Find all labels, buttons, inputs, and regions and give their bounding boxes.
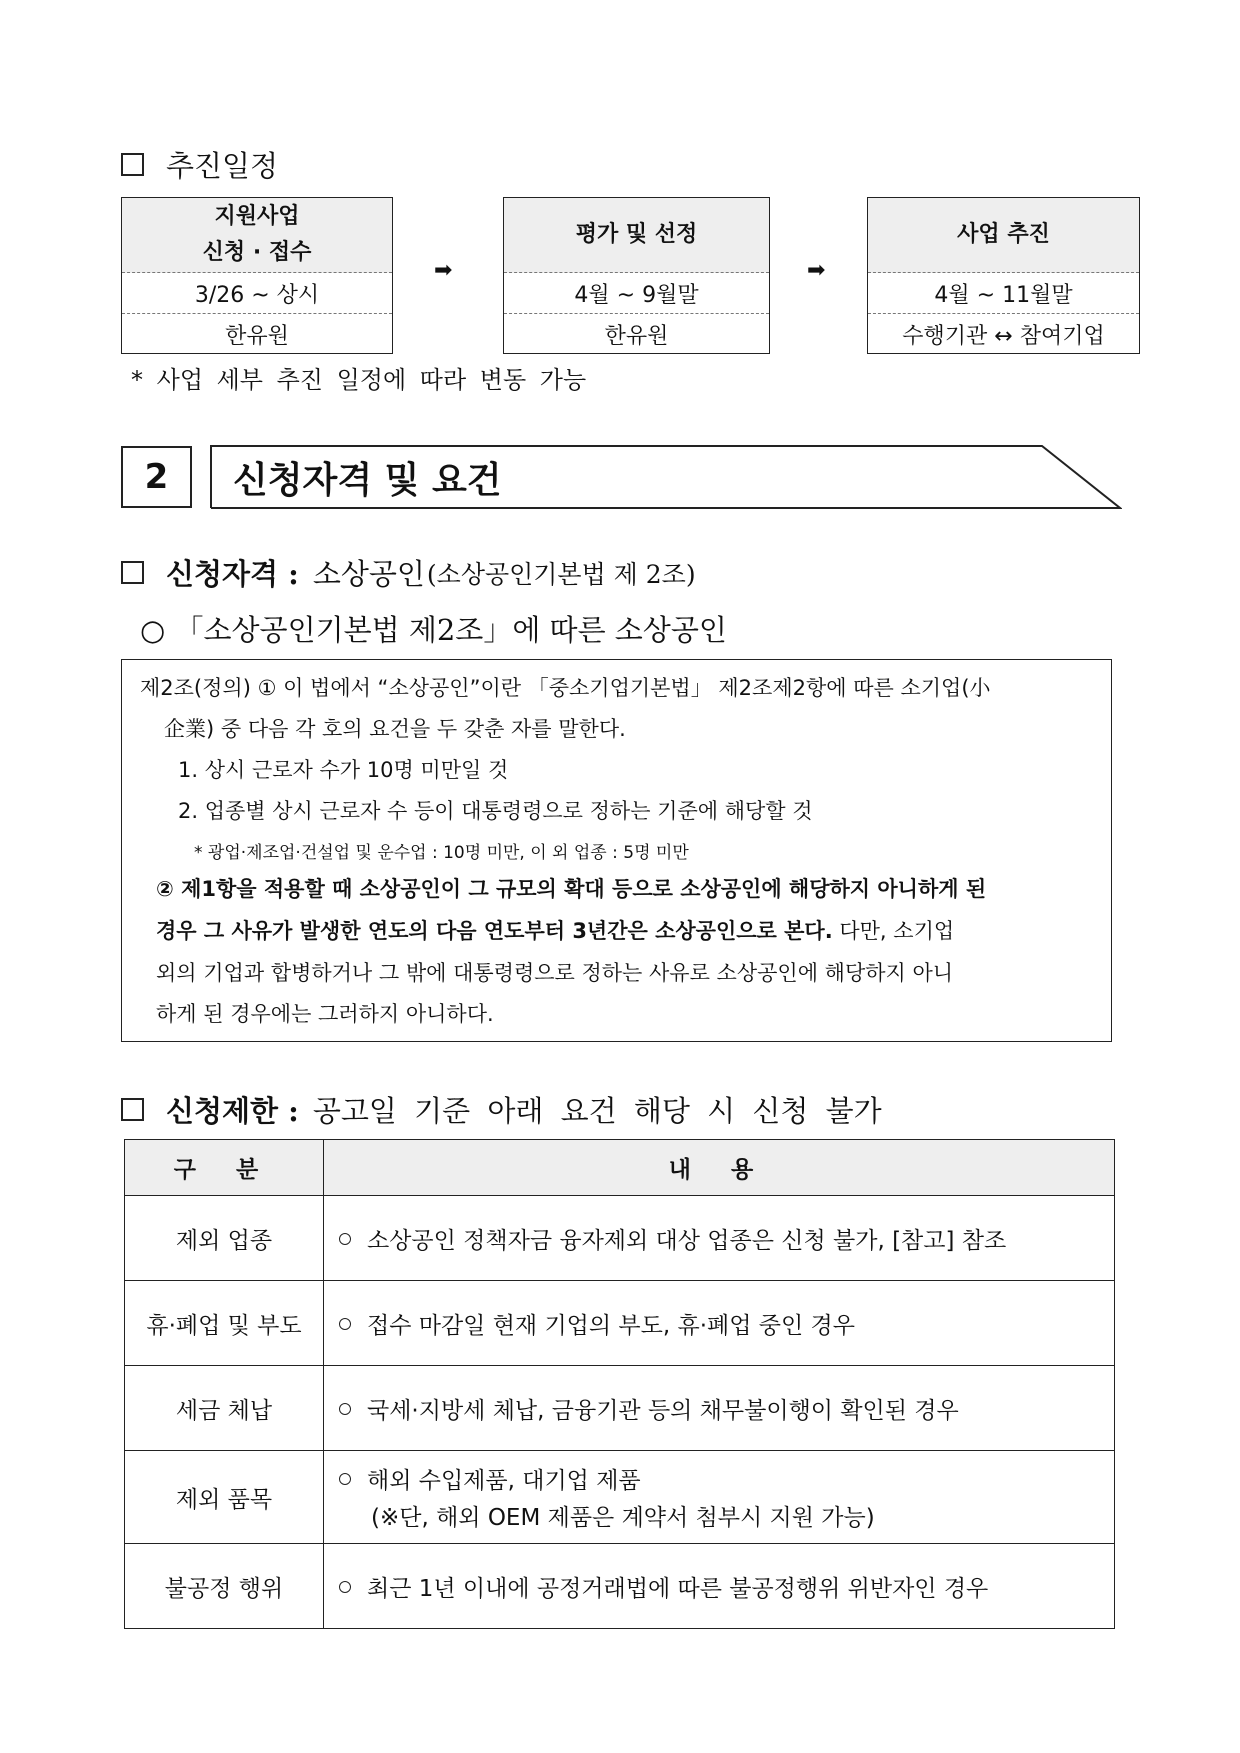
law-line: 企業) 중 다음 각 호의 요건을 두 갖춘 자를 말한다. — [164, 717, 626, 741]
law-text: 다만, 소기업 — [832, 919, 955, 943]
schedule-heading — [121, 144, 278, 185]
row-content-text: 접수 마감일 현재 기업의 부도, 휴·폐업 중인 경우 — [367, 1312, 855, 1339]
restriction-table — [124, 1139, 1115, 1629]
law-paragraph2-line: 하게 된 경우에는 그러하지 아니하다. — [156, 1002, 494, 1026]
restriction-value: 공고일 기준 아래 요건 해당 시 신청 불가 — [312, 1094, 882, 1128]
restriction-heading — [121, 1089, 882, 1130]
row-category: 세금 체납 — [125, 1366, 324, 1451]
law-paragraph2-line: ② 제1항을 적용할 때 소상공인이 그 규모의 확대 등으로 소상공인에 해당하지 아니하게 된 — [156, 877, 987, 901]
law-paragraph2-line — [156, 915, 954, 945]
eligibility-heading — [121, 552, 696, 593]
table-header-content: 내 용 — [324, 1140, 1115, 1196]
schedule-step-apply — [121, 197, 393, 354]
eligibility-value: 소상공인 — [312, 557, 425, 591]
step-title-line2: 신청 · 접수 — [202, 240, 312, 265]
restriction-label: 신청제한 : — [166, 1094, 299, 1128]
schedule-step-title: 평가 및 선정 — [504, 198, 769, 273]
schedule-step-period: 4월 ~ 9월말 — [504, 273, 769, 314]
row-category: 제외 업종 — [125, 1196, 324, 1281]
step-title-line1: 지원사업 — [214, 204, 300, 229]
bullet-circle-icon — [339, 1318, 351, 1330]
schedule-step-org: 한유원 — [225, 323, 289, 349]
bullet-circle-icon — [339, 1581, 351, 1593]
schedule-step-title — [122, 198, 392, 273]
schedule-step-period: 4월 ~ 11월말 — [868, 273, 1139, 314]
eligibility-label: 신청자격 : — [166, 557, 299, 591]
schedule-heading-text: 추진일정 — [166, 149, 279, 183]
schedule-note: * 사업 세부 추진 일정에 따라 변동 가능 — [131, 366, 587, 394]
row-content-text: 해외 수입제품, 대기업 제품 — [367, 1468, 641, 1494]
row-content-text: 소상공인 정책자금 융자제외 대상 업종은 신청 불가, [참고] 참조 — [367, 1227, 1007, 1254]
row-content-subtext: (※단, 해외 OEM 제품은 계약서 첨부시 지원 가능) — [371, 1505, 875, 1531]
row-category: 휴·폐업 및 부도 — [125, 1281, 324, 1366]
table-row — [125, 1281, 1115, 1366]
row-content — [324, 1366, 1115, 1451]
law-bold-text: 경우 그 사유가 발생한 연도의 다음 연도부터 3년간은 소상공인으로 본다. — [156, 919, 833, 943]
table-row — [125, 1544, 1115, 1629]
law-excerpt-box — [121, 659, 1112, 1042]
law-subnote: * 광업·제조업·건설업 및 운수업 : 10명 미만, 이 외 업종 : 5명 미만 — [194, 843, 689, 863]
schedule-step-title: 사업 추진 — [868, 198, 1139, 273]
checkbox-square-icon — [121, 153, 144, 176]
bullet-circle-icon — [339, 1233, 351, 1245]
schedule-step-org: 수행기관 ↔ 참여기업 — [902, 323, 1105, 349]
row-content — [324, 1281, 1115, 1366]
eligibility-bullet: ○ 「소상공인기본법 제2조」에 따른 소상공인 — [140, 613, 727, 647]
law-paragraph2-line: 외의 기업과 합병하거나 그 밖에 대통령령으로 정하는 사유로 소상공인에 해당하지 아니 — [156, 961, 954, 985]
row-content — [324, 1451, 1115, 1544]
law-item: 1. 상시 근로자 수가 10명 미만일 것 — [178, 758, 509, 782]
eligibility-reference: (소상공인기본법 제 2조) — [426, 559, 696, 589]
checkbox-square-icon — [121, 561, 144, 584]
checkbox-square-icon — [121, 1098, 144, 1121]
table-row — [125, 1366, 1115, 1451]
row-content-text: 국세·지방세 체납, 금융기관 등의 채무불이행이 확인된 경우 — [367, 1397, 959, 1424]
row-content — [324, 1544, 1115, 1629]
row-category: 제외 품목 — [125, 1451, 324, 1544]
table-header-category: 구 분 — [125, 1140, 324, 1196]
table-header-row — [125, 1140, 1115, 1196]
schedule-step-execution — [867, 197, 1140, 354]
law-item: 2. 업종별 상시 근로자 수 등이 대통령령으로 정하는 기준에 해당할 것 — [178, 799, 813, 823]
arrow-right-icon: ➡ — [807, 258, 826, 283]
bullet-circle-icon — [339, 1403, 351, 1415]
section-number: 2 — [121, 446, 192, 508]
bullet-circle-icon — [339, 1473, 351, 1485]
arrow-right-icon: ➡ — [434, 258, 453, 283]
schedule-step-org: 한유원 — [604, 323, 669, 349]
row-content — [324, 1196, 1115, 1281]
section-title: 신청자격 및 요건 — [233, 460, 502, 501]
row-category: 불공정 행위 — [125, 1544, 324, 1629]
law-line: 제2조(정의) ① 이 법에서 “소상공인”이란 「중소기업기본법」 제2조제2항에 따른 소기업(小 — [140, 676, 991, 700]
schedule-step-evaluation — [503, 197, 770, 354]
table-row — [125, 1451, 1115, 1544]
row-content-text: 최근 1년 이내에 공정거래법에 따른 불공정행위 위반자인 경우 — [367, 1575, 989, 1602]
table-row — [125, 1196, 1115, 1281]
schedule-step-period: 3/26 ~ 상시 — [122, 273, 392, 314]
